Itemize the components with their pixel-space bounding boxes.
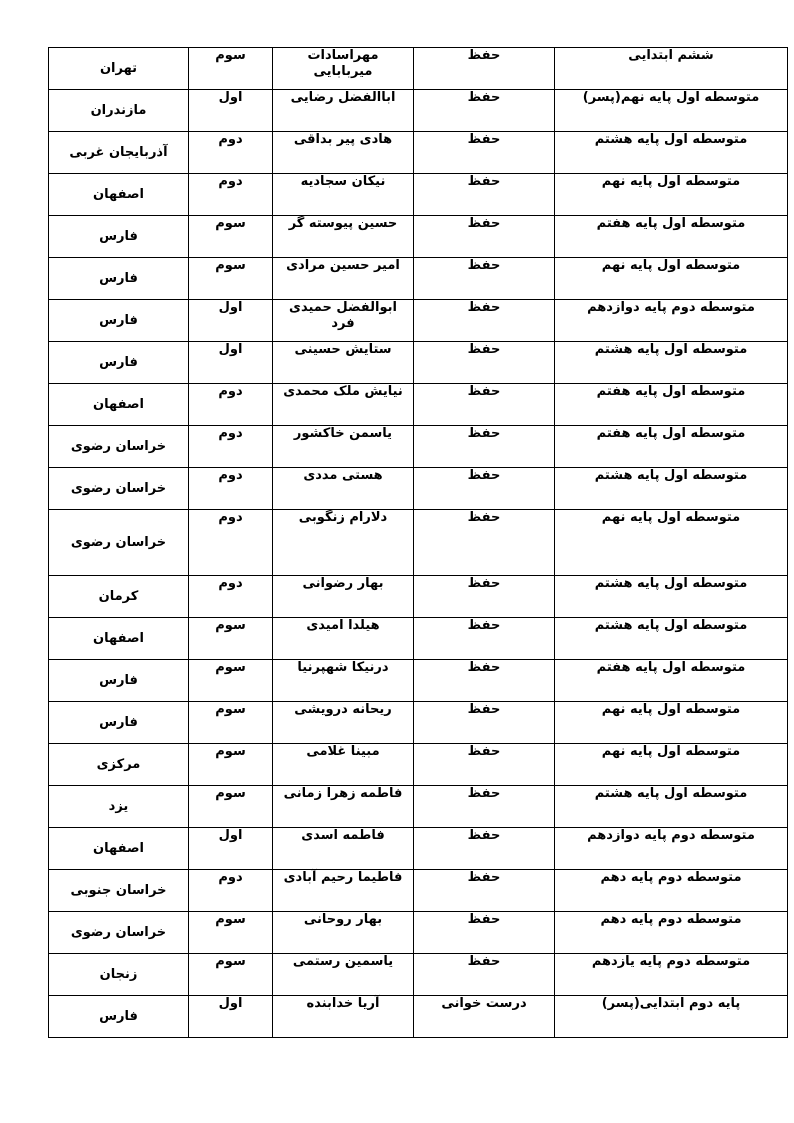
- field-cell: حفظ: [414, 216, 555, 258]
- field-cell: حفظ: [414, 132, 555, 174]
- table-row: [49, 510, 788, 576]
- rank-cell: سوم: [189, 660, 273, 702]
- province-cell: مرکزی: [49, 744, 189, 786]
- name-cell: ستایش حسینی: [273, 342, 414, 384]
- rank-cell: دوم: [189, 426, 273, 468]
- province-cell: اصفهان: [49, 828, 189, 870]
- table-row: [49, 870, 788, 912]
- field-cell: حفظ: [414, 744, 555, 786]
- grade-cell: متوسطه اول پایه نهم: [555, 702, 788, 744]
- grade-cell: متوسطه اول پایه نهم: [555, 174, 788, 216]
- rank-cell: اول: [189, 828, 273, 870]
- field-cell: حفظ: [414, 786, 555, 828]
- name-cell: بهار روحانی: [273, 912, 414, 954]
- table-row: [49, 174, 788, 216]
- grade-cell: متوسطه اول پایه هفتم: [555, 660, 788, 702]
- table-row: [49, 258, 788, 300]
- table-row: [49, 468, 788, 510]
- name-cell: هادی پیر بداقی: [273, 132, 414, 174]
- grade-cell: متوسطه اول پایه هفتم: [555, 216, 788, 258]
- name-cell: نیایش ملک محمدی: [273, 384, 414, 426]
- grade-cell: متوسطه اول پایه هشتم: [555, 786, 788, 828]
- grade-cell: متوسطه دوم پایه دهم: [555, 870, 788, 912]
- table-row: [49, 576, 788, 618]
- name-cell: ریحانه درویشی: [273, 702, 414, 744]
- province-cell: خراسان رضوی: [49, 468, 189, 510]
- rank-cell: سوم: [189, 48, 273, 90]
- province-cell: فارس: [49, 342, 189, 384]
- province-cell: آذربایجان غربی: [49, 132, 189, 174]
- grade-cell: متوسطه اول پایه هفتم: [555, 384, 788, 426]
- rank-cell: سوم: [189, 216, 273, 258]
- table-row: [49, 912, 788, 954]
- table-row: [49, 828, 788, 870]
- rank-cell: سوم: [189, 786, 273, 828]
- field-cell: حفظ: [414, 258, 555, 300]
- table-row: [49, 90, 788, 132]
- grade-cell: ششم ابتدایی: [555, 48, 788, 90]
- province-cell: خراسان رضوی: [49, 912, 189, 954]
- province-cell: اصفهان: [49, 174, 189, 216]
- name-cell: نیکان سجادیه: [273, 174, 414, 216]
- field-cell: حفظ: [414, 870, 555, 912]
- table-row: [49, 996, 788, 1038]
- province-cell: یزد: [49, 786, 189, 828]
- grade-cell: متوسطه اول پایه نهم: [555, 510, 788, 576]
- name-cell: حسین پیوسته گر: [273, 216, 414, 258]
- table-row: [49, 384, 788, 426]
- field-cell: حفظ: [414, 342, 555, 384]
- grade-cell: متوسطه اول پایه هشتم: [555, 576, 788, 618]
- province-cell: زنجان: [49, 954, 189, 996]
- table-row: [49, 216, 788, 258]
- rank-cell: دوم: [189, 132, 273, 174]
- table-row: [49, 954, 788, 996]
- name-cell: دلارام زنگوبی: [273, 510, 414, 576]
- results-table-body: [49, 48, 788, 1038]
- province-cell: خراسان رضوی: [49, 426, 189, 468]
- rank-cell: سوم: [189, 618, 273, 660]
- name-cell: یاسمن خاکشور: [273, 426, 414, 468]
- province-cell: تهران: [49, 48, 189, 90]
- province-cell: فارس: [49, 258, 189, 300]
- name-cell: یاسمین رستمی: [273, 954, 414, 996]
- table-row: [49, 342, 788, 384]
- field-cell: حفظ: [414, 828, 555, 870]
- rank-cell: سوم: [189, 744, 273, 786]
- field-cell: حفظ: [414, 384, 555, 426]
- name-cell: اباالفضل رضایی: [273, 90, 414, 132]
- field-cell: حفظ: [414, 174, 555, 216]
- field-cell: حفظ: [414, 954, 555, 996]
- grade-cell: متوسطه اول پایه نهم: [555, 258, 788, 300]
- field-cell: حفظ: [414, 618, 555, 660]
- field-cell: حفظ: [414, 426, 555, 468]
- table-row: [49, 660, 788, 702]
- name-cell: درنیکا شهپرنیا: [273, 660, 414, 702]
- name-cell: ابوالفضل حمیدی فرد: [273, 300, 414, 342]
- name-cell: فاطمه زهرا زمانی: [273, 786, 414, 828]
- field-cell: حفظ: [414, 912, 555, 954]
- name-cell: مبینا غلامی: [273, 744, 414, 786]
- grade-cell: متوسطه اول پایه هشتم: [555, 468, 788, 510]
- province-cell: فارس: [49, 216, 189, 258]
- grade-cell: متوسطه دوم پایه یازدهم: [555, 954, 788, 996]
- table-row: [49, 702, 788, 744]
- table-row: [49, 300, 788, 342]
- rank-cell: اول: [189, 90, 273, 132]
- table-row: [49, 426, 788, 468]
- rank-cell: اول: [189, 342, 273, 384]
- rank-cell: دوم: [189, 174, 273, 216]
- grade-cell: متوسطه دوم پایه دهم: [555, 912, 788, 954]
- rank-cell: سوم: [189, 702, 273, 744]
- grade-cell: متوسطه اول پایه هشتم: [555, 342, 788, 384]
- table-row: [49, 786, 788, 828]
- grade-cell: پایه دوم ابتدایی(پسر): [555, 996, 788, 1038]
- rank-cell: دوم: [189, 510, 273, 576]
- field-cell: حفظ: [414, 48, 555, 90]
- grade-cell: متوسطه دوم پایه دوازدهم: [555, 300, 788, 342]
- province-cell: خراسان جنوبی: [49, 870, 189, 912]
- results-table: [48, 47, 788, 1038]
- rank-cell: دوم: [189, 576, 273, 618]
- grade-cell: متوسطه اول پایه هشتم: [555, 618, 788, 660]
- province-cell: کرمان: [49, 576, 189, 618]
- province-cell: فارس: [49, 996, 189, 1038]
- rank-cell: سوم: [189, 912, 273, 954]
- field-cell: حفظ: [414, 90, 555, 132]
- field-cell: درست خوانی: [414, 996, 555, 1038]
- province-cell: اصفهان: [49, 618, 189, 660]
- name-cell: امیر حسین مرادی: [273, 258, 414, 300]
- province-cell: فارس: [49, 300, 189, 342]
- table-row: [49, 132, 788, 174]
- field-cell: حفظ: [414, 702, 555, 744]
- table-row: [49, 618, 788, 660]
- rank-cell: سوم: [189, 954, 273, 996]
- field-cell: حفظ: [414, 300, 555, 342]
- table-row: [49, 48, 788, 90]
- province-cell: فارس: [49, 660, 189, 702]
- grade-cell: متوسطه اول پایه نهم(پسر): [555, 90, 788, 132]
- table-row: [49, 744, 788, 786]
- grade-cell: متوسطه دوم پایه دوازدهم: [555, 828, 788, 870]
- name-cell: مهراسادات میربابایی: [273, 48, 414, 90]
- rank-cell: دوم: [189, 870, 273, 912]
- name-cell: بهار رضوانی: [273, 576, 414, 618]
- province-cell: مازندران: [49, 90, 189, 132]
- rank-cell: دوم: [189, 384, 273, 426]
- field-cell: حفظ: [414, 510, 555, 576]
- field-cell: حفظ: [414, 468, 555, 510]
- province-cell: فارس: [49, 702, 189, 744]
- rank-cell: اول: [189, 300, 273, 342]
- name-cell: فاطمه اسدی: [273, 828, 414, 870]
- name-cell: هیلدا امیدی: [273, 618, 414, 660]
- name-cell: آریا خدابنده: [273, 996, 414, 1038]
- field-cell: حفظ: [414, 576, 555, 618]
- name-cell: هستی مددی: [273, 468, 414, 510]
- rank-cell: دوم: [189, 468, 273, 510]
- grade-cell: متوسطه اول پایه هشتم: [555, 132, 788, 174]
- grade-cell: متوسطه اول پایه نهم: [555, 744, 788, 786]
- rank-cell: سوم: [189, 258, 273, 300]
- province-cell: اصفهان: [49, 384, 189, 426]
- rank-cell: اول: [189, 996, 273, 1038]
- field-cell: حفظ: [414, 660, 555, 702]
- province-cell: خراسان رضوی: [49, 510, 189, 576]
- name-cell: فاطیما رحیم آبادی: [273, 870, 414, 912]
- grade-cell: متوسطه اول پایه هفتم: [555, 426, 788, 468]
